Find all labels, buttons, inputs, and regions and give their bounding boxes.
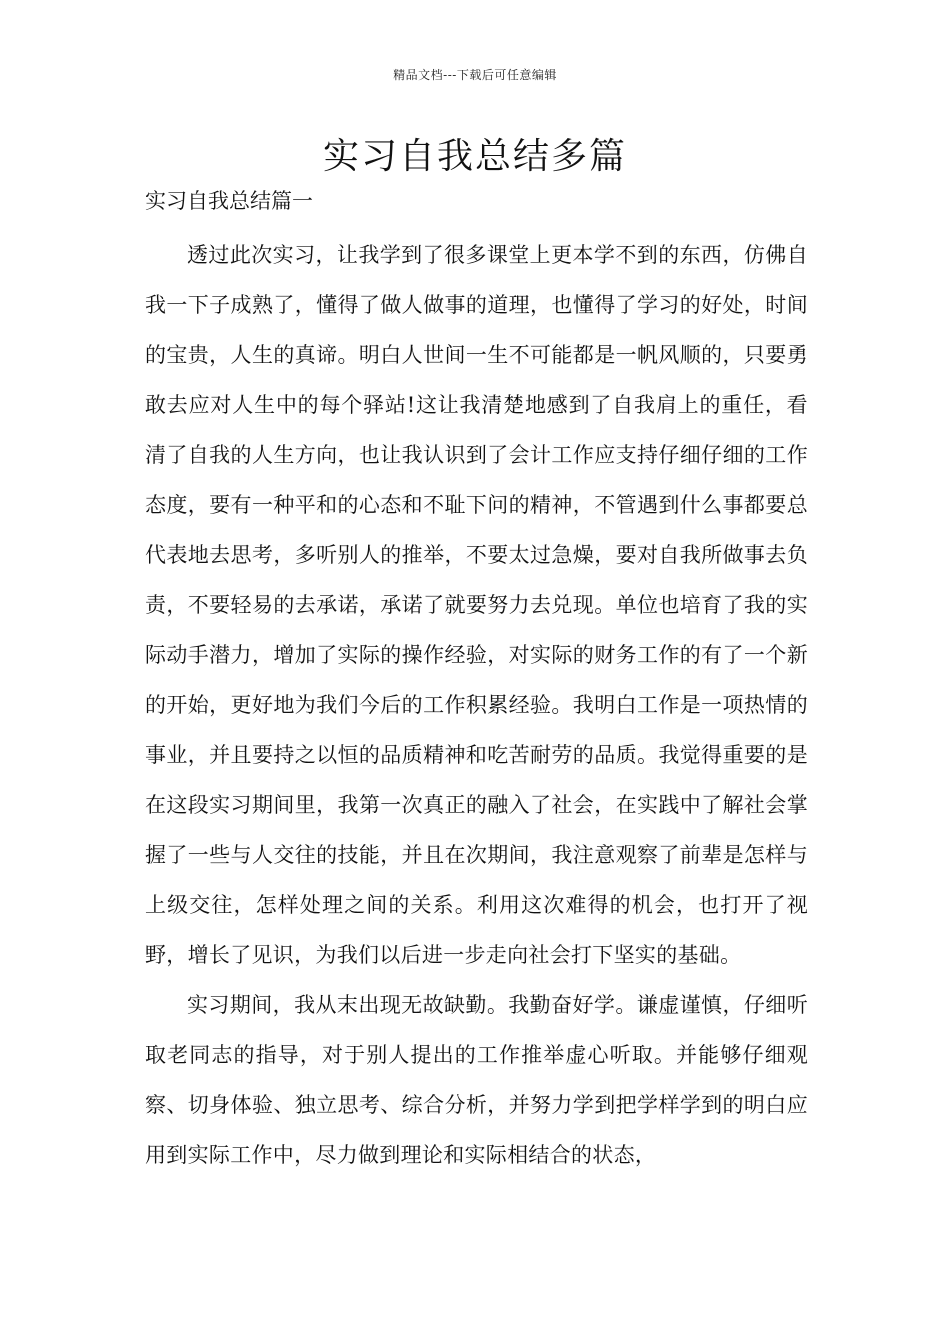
paragraph-1: 透过此次实习，让我学到了很多课堂上更本学不到的东西，仿佛自我一下子成熟了，懂得了做人做事的道理，也懂得了学习的好处，时间的宝贵，人生的真谛。明白人世间一生不可能都是一帆风顺的，只要勇敢去应对人生中的每个驿站!这让我清楚地感到了自我肩上的重任，看清了自我的人生方向，也让我认识到了会计工作应支持仔细仔细的工作态度，要有一种平和的心态和不耻下问的精神，不管遇到什么事都要总代表地去思考，多听别人的推举，不要太过急燥，要对自我所做事去负责，不要轻易的去承诺，承诺了就要努力去兑现。单位也培育了我的实际动手潜力，增加了实际的操作经验，对实际的财务工作的有了一个新的开始，更好地为我们今后的工作积累经验。我明白工作是一项热情的事业，并且要持之以恒的品质精神和吃苦耐劳的品质。我觉得重要的是在这段实习期间里，我第一次真正的融入了社会，在实践中了解社会掌握了一些与人交往的技能，并且在次期间，我注意观察了前辈是怎样与上级交往，怎样处理之间的关系。利用这次难得的机会，也打开了视野，增长了见识，为我们以后进一步走向社会打下坚实的基础。 xyxy=(145,243,808,967)
body-text xyxy=(145,230,808,1180)
section-heading: 实习自我总结篇一 xyxy=(145,189,313,213)
document-title: 实习自我总结多篇 xyxy=(322,136,627,177)
paragraph-2: 实习期间，我从末出现无故缺勤。我勤奋好学。谦虚谨慎，仔细听取老同志的指导，对于别人提出的工作推举虚心听取。并能够仔细观察、切身体验、独立思考、综合分析，并努力学到把学样学到的明白应用到实际工作中，尽力做到理论和实际相结合的状态， xyxy=(145,993,808,1167)
header-note: 精品文档---下载后可任意编辑 xyxy=(393,68,557,82)
